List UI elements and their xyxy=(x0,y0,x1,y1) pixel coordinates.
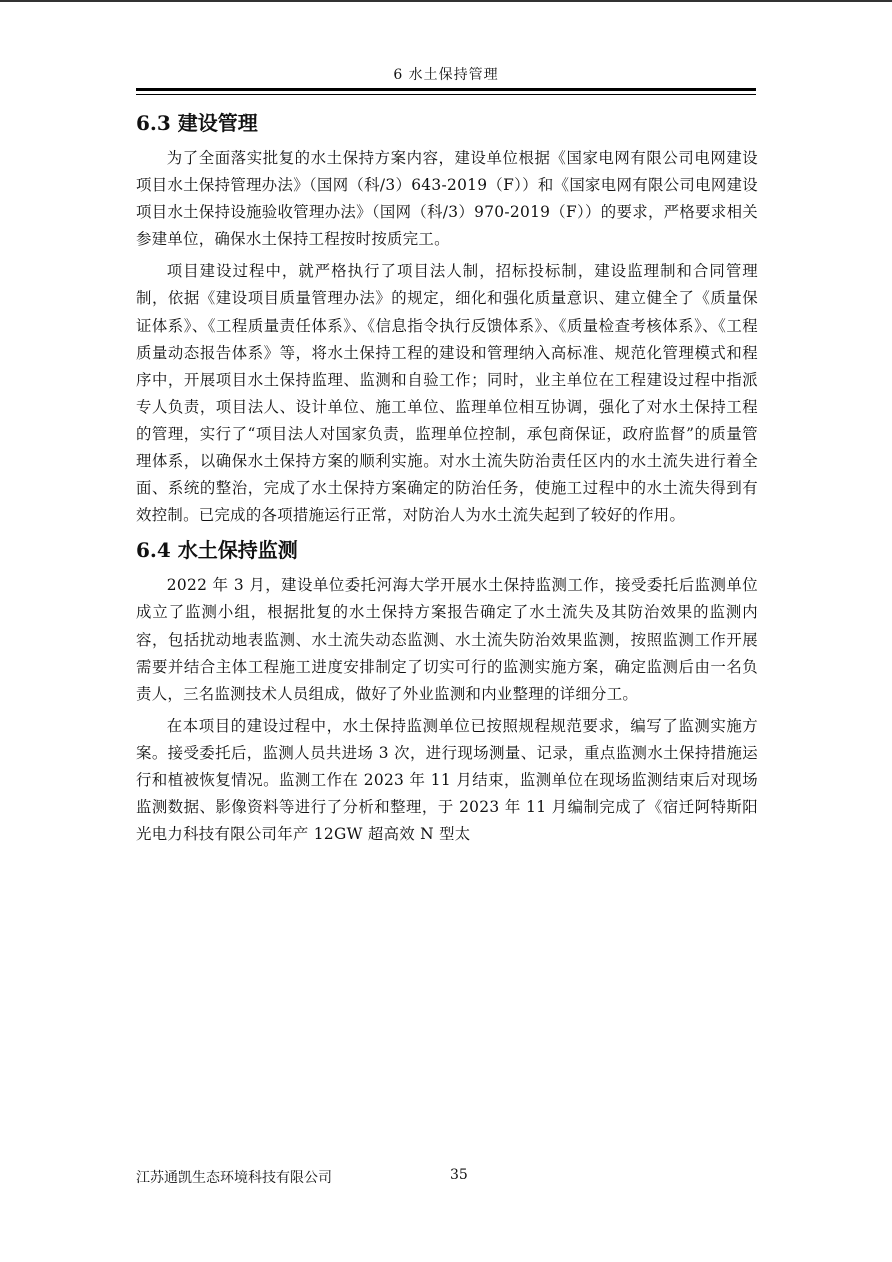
page-number: 35 xyxy=(450,1167,468,1183)
header-rule-thin xyxy=(136,94,756,95)
paragraph: 在本项目的建设过程中，水土保持监测单位已按照规程规范要求，编写了监测实施方案。接受委托后，监测人员共进场 3 次，进行现场测量、记录，重点监测水土保持措施运行和植被恢复情况。监测工作在 2023 年 11 月结束，监测单位在现场监测结束后对现场监测数据、影像资料等进行了分析和整理，于 2023 年 11 月编制完成了《宿迁阿特斯阳光电力科技有限公司年产 12GW 超高效 N 型太 xyxy=(136,716,758,844)
footer-company: 江苏通凯生态环境科技有限公司 xyxy=(136,1170,332,1186)
page-body xyxy=(136,106,758,848)
section-heading-6-4: 6.4 水土保持监测 xyxy=(136,538,298,563)
page-footer xyxy=(136,1167,756,1189)
section-heading-6-3: 6.3 建设管理 xyxy=(136,111,258,135)
header-rule-thick xyxy=(136,88,756,91)
top-edge-line xyxy=(0,0,892,2)
paragraph: 为了全面落实批复的水土保持方案内容，建设单位根据《国家电网有限公司电网建设项目水土保持管理办法》（国网（科/3）643-2019（F））和《国家电网有限公司电网建设项目水土保持设施验收管理办法》（国网（科/3）970-2019（F））的要求，严格要求相关参建单位，确保水土保持工程按时按质完工。 xyxy=(136,149,758,249)
paragraph: 2022 年 3 月，建设单位委托河海大学开展水土保持监测工作，接受委托后监测单位成立了监测小组，根据批复的水土保持方案报告确定了水土流失及其防治效果的监测内容，包括扰动地表监测、水土流失动态监测、水土流失防治效果监测，按照监测工作开展需要并结合主体工程施工进度安排制定了切实可行的监测实施方案，确定监测后由一名负责人，三名监测技术人员组成，做好了外业监测和内业整理的详细分工。 xyxy=(136,576,758,703)
paragraph: 项目建设过程中，就严格执行了项目法人制，招标投标制，建设监理制和合同管理制，依据《建设项目质量管理办法》的规定，细化和强化质量意识、建立健全了《质量保证体系》、《工程质量责任体系》、《信息指令执行反馈体系》、《质量检查考核体系》、《工程质量动态报告体系》等，将水土保持工程的建设和管理纳入高标准、规范化管理模式和程序中，开展项目水土保持监理、监测和自验工作；同时，业主单位在工程建设过程中指派专人负责，项目法人、设计单位、施工单位、监理单位相互协调，强化了对水土保持工程的管理，实行了“项目法人对国家负责，监理单位控制，承包商保证，政府监督”的质量管理体系，以确保水土保持方案的顺利实施。对水土流失防治责任区内的水土流失进行着全面、系统的整治，完成了水土保持方案确定的防治任务，使施工过程中的水土流失得到有效控制。已完成的各项措施运行正常，对防治人为水土流失起到了较好的作用。 xyxy=(136,262,758,525)
running-header: 6 水土保持管理 xyxy=(393,67,499,83)
